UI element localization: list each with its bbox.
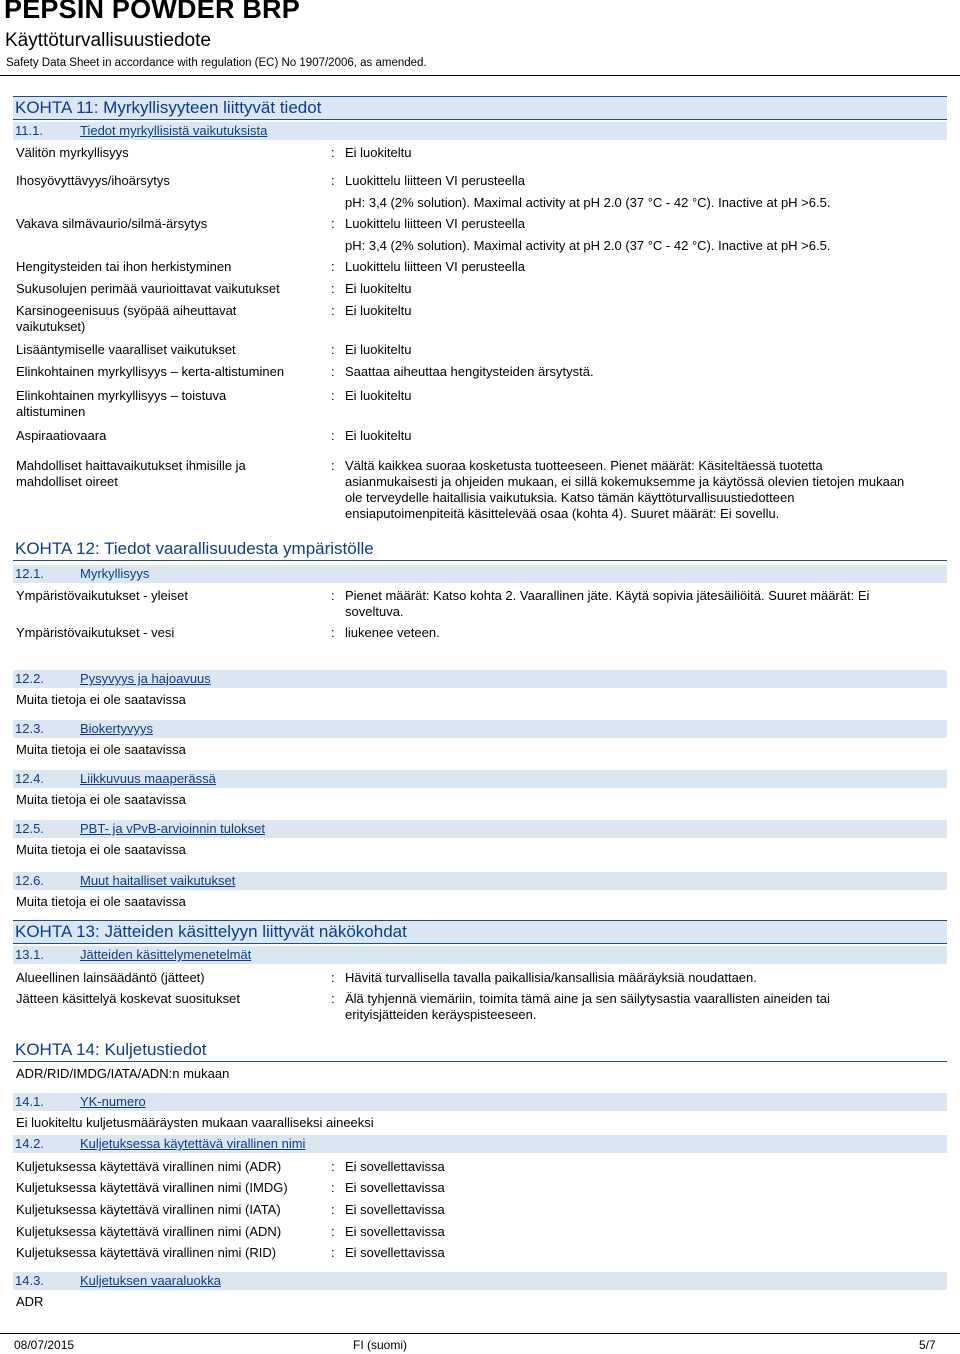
row-label-continued: mahdolliset oireet: [16, 474, 118, 489]
subsection-11-1-header: [13, 122, 947, 140]
row-label: Kuljetuksessa käytettävä virallinen nimi (IATA): [16, 1202, 281, 1217]
colon: :: [331, 1245, 335, 1260]
colon: :: [331, 1159, 335, 1174]
subsection-number: 13.1.: [15, 947, 44, 962]
row-value: Luokittelu liitteen VI perusteella: [345, 173, 525, 188]
subsection-number: 12.1.: [15, 566, 44, 581]
footer-date: 08/07/2015: [14, 1338, 75, 1352]
subsection-text: Ei luokiteltu kuljetusmääräysten mukaan vaaralliseksi aineeksi: [16, 1115, 374, 1130]
colon: :: [331, 588, 335, 603]
subsection-text: Muita tietoja ei ole saatavissa: [16, 742, 186, 757]
subsection-12-4-header: [13, 770, 947, 788]
row-value: Ei luokiteltu: [345, 281, 412, 296]
row-label: Kuljetuksessa käytettävä virallinen nimi (ADR): [16, 1159, 282, 1174]
subsection-label: Tiedot myrkyllisistä vaikutuksista: [80, 123, 268, 138]
subsection-number: 14.1.: [15, 1094, 44, 1109]
row-label: Aspiraatiovaara: [16, 428, 107, 443]
row-value: Ei luokiteltu: [345, 428, 412, 443]
row-label: Elinkohtainen myrkyllisyys – kerta-altistuminen: [16, 364, 285, 379]
header-divider: [0, 75, 960, 76]
row-value: Ei sovellettavissa: [345, 1224, 445, 1239]
row-label: Kuljetuksessa käytettävä virallinen nimi (RID): [16, 1245, 277, 1260]
subsection-number: 14.3.: [15, 1273, 44, 1288]
row-value: Vältä kaikkea suoraa kosketusta tuotteeseen. Pienet määrät: Käsiteltäessä tuotetta asianmukaisesti ja ohjeiden mukaan, ei sillä kokemuksemme ja käytössä olevien tietojen mukaan ole terveydelle haitallisia vaikutuksia. Katso tämän käyttöturvallisuustiedotteen ensiaputoimenpiteitä käsittelevää osaa (kohta 4). Suuret määrät: Ei sovellu.: [345, 458, 905, 521]
row-label-continued: vaikutukset): [16, 319, 86, 334]
row-value: Ei sovellettavissa: [345, 1202, 445, 1217]
row-value: Luokittelu liitteen VI perusteella: [345, 216, 525, 231]
subsection-label: PBT- ja vPvB-arvioinnin tulokset: [80, 821, 265, 836]
colon: :: [331, 970, 335, 985]
subsection-label: Kuljetuksen vaaraluokka: [80, 1273, 221, 1288]
section-12-header: [13, 538, 947, 561]
subsection-text: ADR: [16, 1294, 44, 1309]
row-value: Hävitä turvallisella tavalla paikallisia/kansallisia määräyksiä noudattaen.: [345, 970, 757, 985]
section-14-title: KOHTA 14: Kuljetustiedot: [15, 1040, 207, 1059]
document-title: PEPSIN POWDER BRP: [4, 0, 300, 24]
subsection-12-1-header: [13, 565, 947, 583]
colon: :: [331, 173, 335, 188]
row-label: Ympäristövaikutukset - vesi: [16, 625, 175, 640]
subsection-text: Muita tietoja ei ole saatavissa: [16, 692, 186, 707]
row-value: Ei luokiteltu: [345, 303, 412, 318]
row-value-detail: pH: 3,4 (2% solution). Maximal activity at pH 2.0 (37 °C - 42 °C). Inactive at pH >6.5.: [345, 195, 831, 210]
regulation-line: Safety Data Sheet in accordance with regulation (EC) No 1907/2006, as amended.: [6, 57, 427, 69]
row-value: Luokittelu liitteen VI perusteella: [345, 259, 525, 274]
row-label: Ihosyövyttävyys/ihoärsytys: [16, 173, 170, 188]
transport-intro: ADR/RID/IMDG/IATA/ADN:n mukaan: [16, 1066, 230, 1081]
row-label: Kuljetuksessa käytettävä virallinen nimi (IMDG): [16, 1180, 288, 1195]
section-11-header: [13, 96, 947, 120]
row-label: Ympäristövaikutukset - yleiset: [16, 588, 188, 603]
row-label: Kuljetuksessa käytettävä virallinen nimi (ADN): [16, 1224, 282, 1239]
section-11-title: KOHTA 11: Myrkyllisyyteen liittyvät tiedot: [15, 98, 322, 117]
subsection-14-3-header: [13, 1272, 947, 1290]
row-label: Jätteen käsittelyä koskevat suositukset: [16, 991, 241, 1006]
row-value: Ei sovellettavissa: [345, 1245, 445, 1260]
subsection-number: 12.6.: [15, 873, 44, 888]
colon: :: [331, 428, 335, 443]
row-label: Sukusolujen perimää vaurioittavat vaikutukset: [16, 281, 280, 296]
colon: :: [331, 216, 335, 231]
subsection-12-2-header: [13, 670, 947, 688]
row-label: Karsinogeenisuus (syöpää aiheuttavat: [16, 303, 237, 318]
footer-divider: [0, 1333, 960, 1334]
row-value: Ei luokiteltu: [345, 342, 412, 357]
subsection-12-3-header: [13, 720, 947, 738]
colon: :: [331, 1224, 335, 1239]
colon: :: [331, 303, 335, 318]
colon: :: [331, 1202, 335, 1217]
subsection-label: YK-numero: [80, 1094, 146, 1109]
row-value: Ei luokiteltu: [345, 145, 412, 160]
colon: :: [331, 259, 335, 274]
subsection-label: Jätteiden käsittelymenetelmät: [80, 947, 252, 962]
subsection-text: Muita tietoja ei ole saatavissa: [16, 894, 186, 909]
colon: :: [331, 625, 335, 640]
colon: :: [331, 991, 335, 1006]
row-label: Alueellinen lainsäädäntö (jätteet): [16, 970, 205, 985]
colon: :: [331, 281, 335, 296]
row-label: Välitön myrkyllisyys: [16, 145, 129, 160]
row-label-continued: altistuminen: [16, 404, 86, 419]
subsection-label: Kuljetuksessa käytettävä virallinen nimi: [80, 1136, 306, 1151]
section-14-header: [13, 1039, 947, 1062]
row-label: Lisääntymiselle vaaralliset vaikutukset: [16, 342, 236, 357]
row-value: Pienet määrät: Katso kohta 2. Vaarallinen jäte. Käytä sopivia jätesäiliöitä. Suuret määrät: Ei soveltuva.: [345, 588, 870, 619]
subsection-text: Muita tietoja ei ole saatavissa: [16, 792, 186, 807]
subsection-13-1-header: [13, 946, 947, 964]
colon: :: [331, 145, 335, 160]
subsection-label: Myrkyllisyys: [80, 566, 150, 581]
footer-language: FI (suomi): [353, 1338, 407, 1352]
row-value-detail: pH: 3,4 (2% solution). Maximal activity at pH 2.0 (37 °C - 42 °C). Inactive at pH >6.5.: [345, 238, 831, 253]
row-value: Ei luokiteltu: [345, 388, 412, 403]
subsection-number: 14.2.: [15, 1136, 44, 1151]
section-12-title: KOHTA 12: Tiedot vaarallisuudesta ympäristölle: [15, 539, 374, 558]
section-13-header: [13, 920, 947, 944]
row-value: Saattaa aiheuttaa hengitysteiden ärsytystä.: [345, 364, 594, 379]
row-value: liukenee veteen.: [345, 625, 440, 640]
colon: :: [331, 1180, 335, 1195]
row-label: Elinkohtainen myrkyllisyys – toistuva: [16, 388, 227, 403]
colon: :: [331, 364, 335, 379]
subsection-label: Biokertyvyys: [80, 721, 153, 736]
subsection-label: Pysyvyys ja hajoavuus: [80, 671, 211, 686]
row-label: Vakava silmävaurio/silmä-ärsytys: [16, 216, 208, 231]
footer-page-number: 5/7: [919, 1338, 936, 1352]
row-value: Ei sovellettavissa: [345, 1180, 445, 1195]
row-value: Älä tyhjennä viemäriin, toimita tämä aine ja sen säilytysastia vaarallisten aineiden tai erityisjätteiden keräyspisteeseen.: [345, 991, 830, 1022]
subsection-number: 12.3.: [15, 721, 44, 736]
row-label: Hengitysteiden tai ihon herkistyminen: [16, 259, 232, 274]
subsection-text: Muita tietoja ei ole saatavissa: [16, 842, 186, 857]
subsection-14-1-header: [13, 1093, 947, 1111]
document-subtitle: Käyttöturvallisuustiedote: [5, 30, 211, 51]
section-13-title: KOHTA 13: Jätteiden käsittelyyn liittyvät näkökohdat: [15, 922, 407, 941]
colon: :: [331, 388, 335, 403]
subsection-number: 11.1.: [15, 123, 43, 138]
subsection-label: Muut haitalliset vaikutukset: [80, 873, 236, 888]
colon: :: [331, 458, 335, 473]
subsection-12-6-header: [13, 872, 947, 890]
subsection-number: 12.5.: [15, 821, 44, 836]
row-value: Ei sovellettavissa: [345, 1159, 445, 1174]
subsection-12-5-header: [13, 820, 947, 838]
row-label: Mahdolliset haittavaikutukset ihmisille ja: [16, 458, 246, 473]
subsection-number: 12.4.: [15, 771, 44, 786]
subsection-label: Liikkuvuus maaperässä: [80, 771, 216, 786]
subsection-14-2-header: [13, 1135, 947, 1153]
subsection-number: 12.2.: [15, 671, 44, 686]
colon: :: [331, 342, 335, 357]
